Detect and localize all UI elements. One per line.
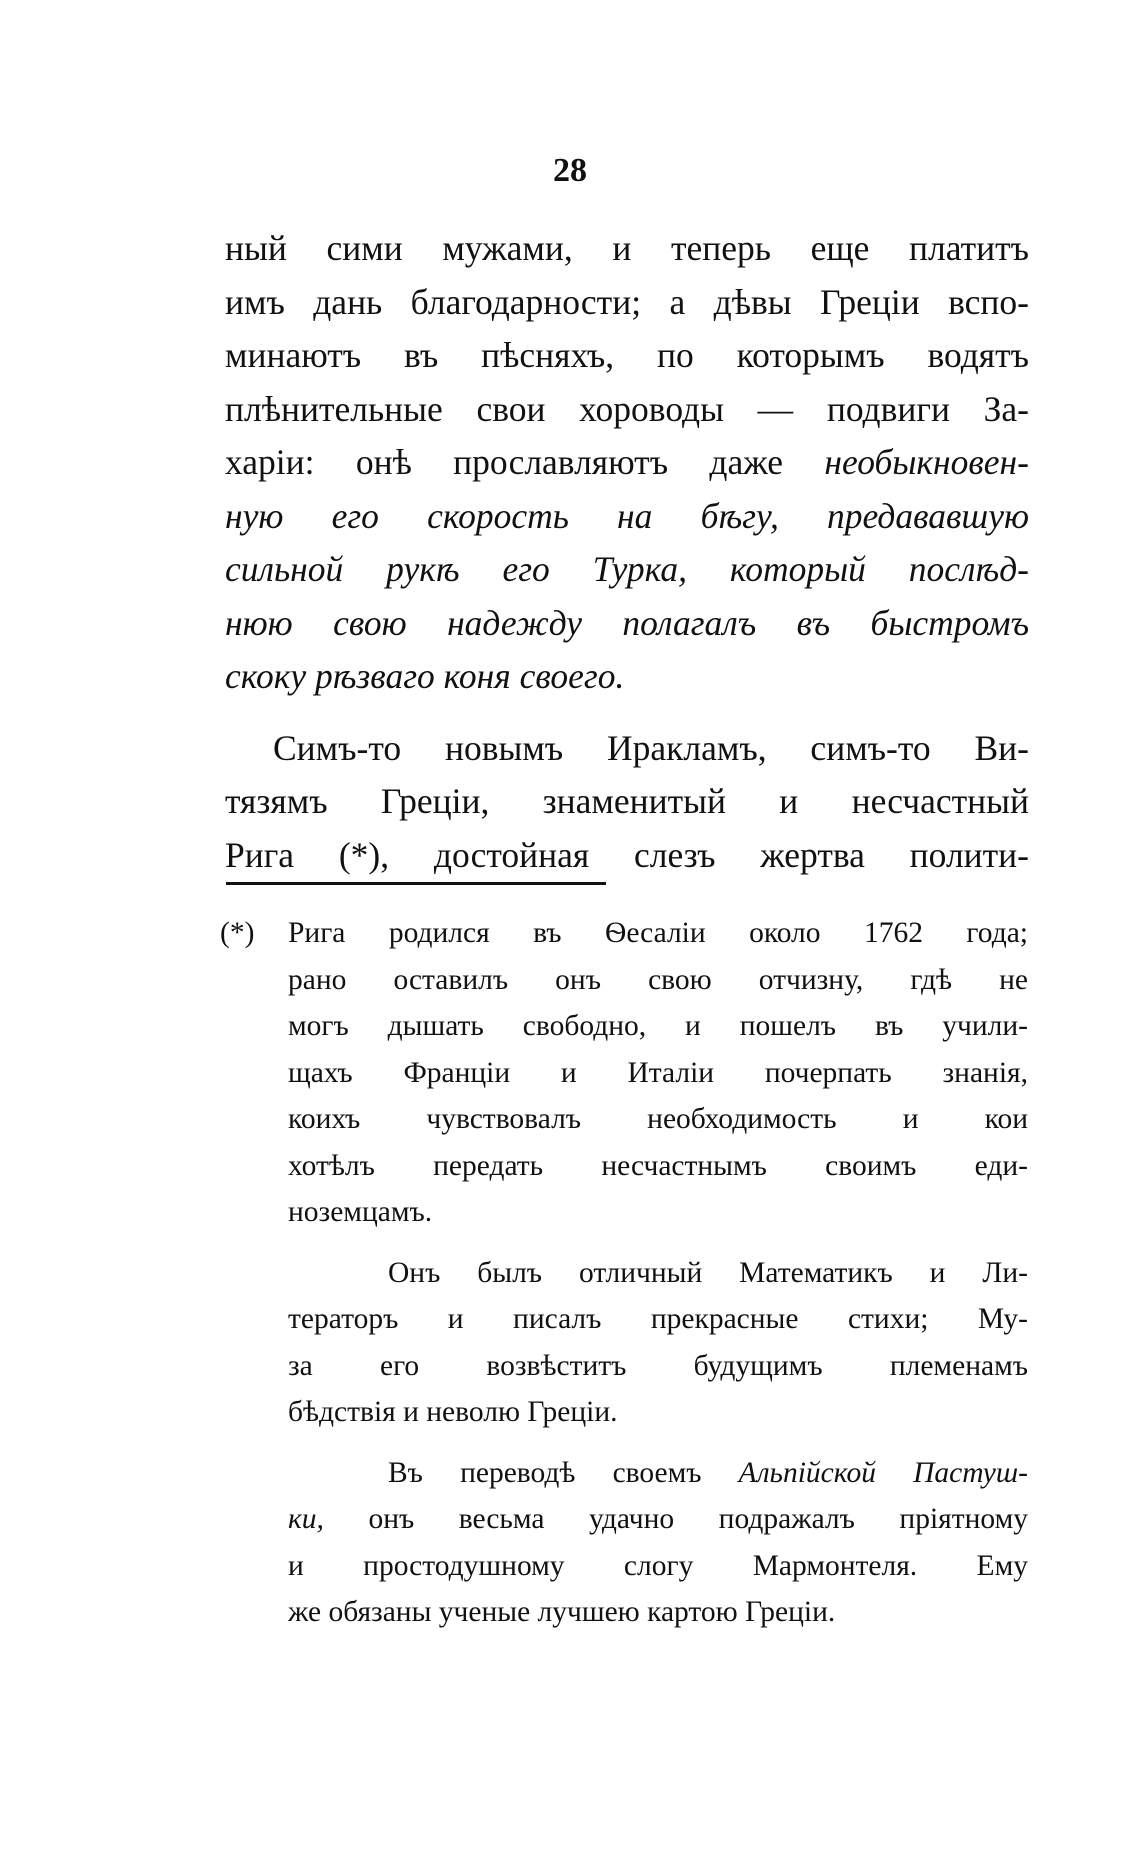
italic-fragment: ки, bbox=[288, 1503, 324, 1535]
paragraph-gap bbox=[225, 704, 1029, 722]
text-fragment: онъ весьма удачно подражалъ пріятному bbox=[368, 1503, 1028, 1535]
italic-text-line: ную его скорость на бѣгу, предававшую bbox=[225, 495, 1029, 536]
italic-fragment: необыкновен- bbox=[824, 442, 1029, 482]
italic-fragment: Альпійской Пастуш- bbox=[738, 1456, 1028, 1489]
footnote-line-mixed bbox=[288, 1496, 1028, 1543]
footnote-line: рано оставилъ онъ свою отчизну, гдѣ не bbox=[288, 963, 1028, 996]
text-fragment: харіи: онѣ прославляютъ даже bbox=[225, 442, 784, 482]
footnote-separator bbox=[226, 882, 606, 885]
footnote-first-line bbox=[220, 910, 1028, 957]
text-fragment: Онъ былъ отличный Математикъ и Ли- bbox=[388, 1256, 1028, 1289]
footnote-line: тераторъ и писалъ прекрасные стихи; Му- bbox=[288, 1303, 1028, 1335]
footnote-line: Рига родился въ Ѳесаліи около 1762 года; bbox=[288, 917, 1028, 949]
footnote-line: могъ дышать свободно, и пошелъ въ учили- bbox=[288, 1010, 1028, 1042]
text-line-mixed bbox=[225, 436, 1029, 490]
italic-text-line: скоку рѣзваго коня своего. bbox=[225, 656, 625, 696]
footnote-line: бѣдствія и неволю Греціи. bbox=[288, 1396, 618, 1428]
footnote-line: коихъ чувствовалъ необходимость и кои bbox=[288, 1103, 1028, 1135]
footnote-line: за его возвѣститъ будущимъ племенамъ bbox=[288, 1349, 1028, 1382]
paragraph-indent bbox=[288, 1457, 388, 1489]
text-line: минаютъ въ пѣсняхъ, по которымъ водятъ bbox=[225, 335, 1029, 375]
text-line: плѣнительные свои хороводы — подвиги За- bbox=[225, 388, 1029, 429]
paragraph-gap bbox=[288, 1236, 1028, 1250]
footnote-line: хотѣлъ передать несчастнымъ своимъ еди- bbox=[288, 1149, 1028, 1182]
main-text-block bbox=[225, 222, 1029, 882]
footnote-line bbox=[288, 1250, 1028, 1297]
paragraph-gap bbox=[288, 1436, 1028, 1450]
paragraph-indent bbox=[288, 1257, 388, 1289]
page-number: 28 bbox=[553, 152, 587, 189]
text-line: Рига (*), достойная слезъ жертва полити- bbox=[225, 834, 1029, 875]
footnote-line: и простодушному слогу Мармонтеля. Ему bbox=[288, 1549, 1028, 1582]
text-line: тязямъ Греціи, знаменитый и несчастный bbox=[225, 781, 1029, 821]
footnote-body bbox=[220, 957, 1028, 1636]
italic-text-line: нюю свою надежду полагалъ въ быстромъ bbox=[225, 602, 1029, 643]
footnote-block bbox=[220, 910, 1028, 1636]
text-line: имъ дань благодарности; а дѣвы Греціи вспо- bbox=[225, 281, 1029, 322]
footnote-line-mixed bbox=[288, 1450, 1028, 1497]
text-line: ный сими мужами, и теперь еще платитъ bbox=[225, 228, 1029, 268]
text-line: Симъ-то новымъ Иракламъ, симъ-то Ви- bbox=[273, 727, 1029, 768]
italic-text-line: сильной рукѣ его Турка, который послѣд- bbox=[225, 549, 1029, 589]
footnote-marker: (*) bbox=[220, 917, 255, 949]
footnote-line: щахъ Франціи и Италіи почерпать знанія, bbox=[288, 1056, 1028, 1089]
text-fragment: Въ переводѣ своемъ bbox=[388, 1456, 702, 1489]
footnote-line: ноземцамъ. bbox=[288, 1196, 433, 1228]
footnote-line: же обязаны ученые лучшею картою Греціи. bbox=[288, 1596, 836, 1628]
